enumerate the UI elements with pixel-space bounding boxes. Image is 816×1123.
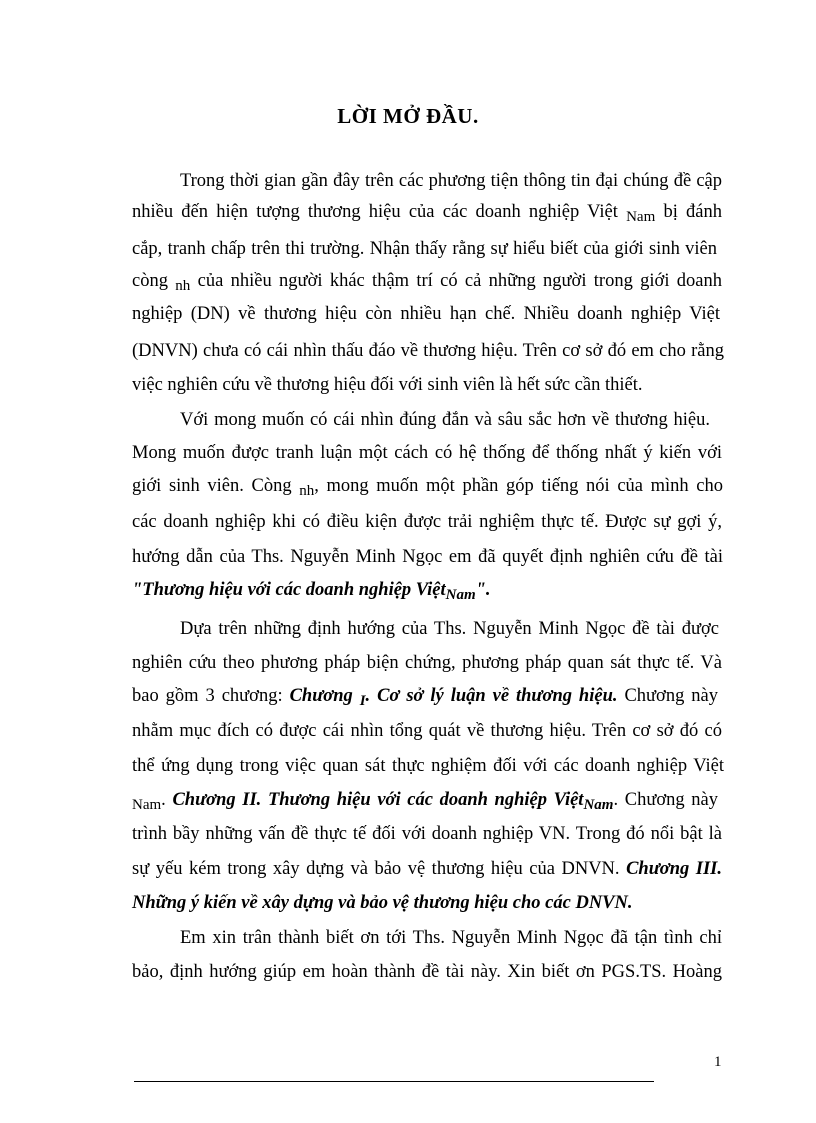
paragraph-line: nghiệp (DN) về thương hiệu còn nhiều hạn chế. Nhiều doanh nghiệp Việt: [132, 304, 720, 324]
document-title: LỜI MỞ ĐẦU.: [337, 104, 479, 128]
thesis-topic-line: "Thương hiệu với các doanh nghiệp Việt$_{Nam}$".: [132, 580, 491, 603]
paragraph-line: Những ý kiến về xây dựng và bảo vệ thương hiệu cho các DNVN.: [132, 893, 633, 913]
paragraph-line: việc nghiên cứu về thương hiệu đối với sinh viên là hết sức cần thiết.: [132, 375, 643, 395]
paragraph-line: Trong thời gian gần đây trên các phương tiện thông tin đại chúng đề cập: [180, 171, 722, 191]
paragraph-line: các doanh nghiệp khi có điều kiện được trải nghiệm thực tế. Được sự gợi ý,: [132, 512, 722, 532]
paragraph-line: nhằm mục đích có được cái nhìn tổng quát về thương hiệu. Trên cơ sở đó có: [132, 721, 722, 741]
page-number: 1: [714, 1054, 722, 1070]
paragraph-line: Mong muốn được tranh luận một cách có hệ thống để thống nhất ý kiến với: [132, 443, 722, 463]
paragraph-line: bao gồm 3 chương: Chương $_I$. Cơ sở lý luận về thương hiệu. Chương này: [132, 686, 718, 709]
paragraph-line: hướng dẫn của Ths. Nguyễn Minh Ngọc em đã quyết định nghiên cứu đề tài: [132, 547, 723, 567]
paragraph-line: (DNVN) chưa có cái nhìn thấu đáo về thương hiệu. Trên cơ sở đó em cho rằng: [132, 341, 724, 361]
paragraph-line: cắp, tranh chấp trên thi trường. Nhận thấy rằng sự hiểu biết của giới sinh viên: [132, 239, 717, 259]
paragraph-line: bảo, định hướng giúp em hoàn thành đề tài này. Xin biết ơn PGS.TS. Hoàng: [132, 962, 722, 982]
paragraph-line: nhiều đến hiện tượng thương hiệu của các doanh nghiệp Việt $_{Nam}$ bị đánh: [132, 202, 722, 225]
paragraph-line: nghiên cứu theo phương pháp biện chứng, phương pháp quan sát thực tế. Và: [132, 653, 722, 673]
paragraph-line: sự yếu kém trong xây dựng và bảo vệ thương hiệu của DNVN. Chương III.: [132, 859, 723, 879]
paragraph-line: Em xin trân thành biết ơn tới Ths. Nguyễn Minh Ngọc đã tận tình chỉ: [180, 928, 722, 948]
paragraph-line: Dựa trên những định hướng của Ths. Nguyễn Minh Ngọc đề tài được: [180, 619, 719, 639]
paragraph-line: còng $_{nh}$ của nhiều người khác thậm trí có cả những người trong giới doanh: [132, 271, 723, 294]
paragraph-line: $_{Nam}$. Chương II. Thương hiệu với các doanh nghiệp Việt$_{Nam}$. Chương này: [132, 790, 718, 813]
paragraph-line: giới sinh viên. Còng $_{nh}$, mong muốn một phần góp tiếng nói của mình cho: [132, 476, 723, 499]
paragraph-line: Với mong muốn có cái nhìn đúng đắn và sâu sắc hơn về thương hiệu.: [180, 410, 710, 430]
paragraph-line: thể ứng dụng trong việc quan sát thực nghiệm đối với các doanh nghiệp Việt: [132, 756, 724, 776]
paragraph-line: trình bầy những vấn đề thực tế đối với doanh nghiệp VN. Trong đó nổi bật là: [132, 824, 722, 844]
footer-divider: [134, 1081, 654, 1082]
